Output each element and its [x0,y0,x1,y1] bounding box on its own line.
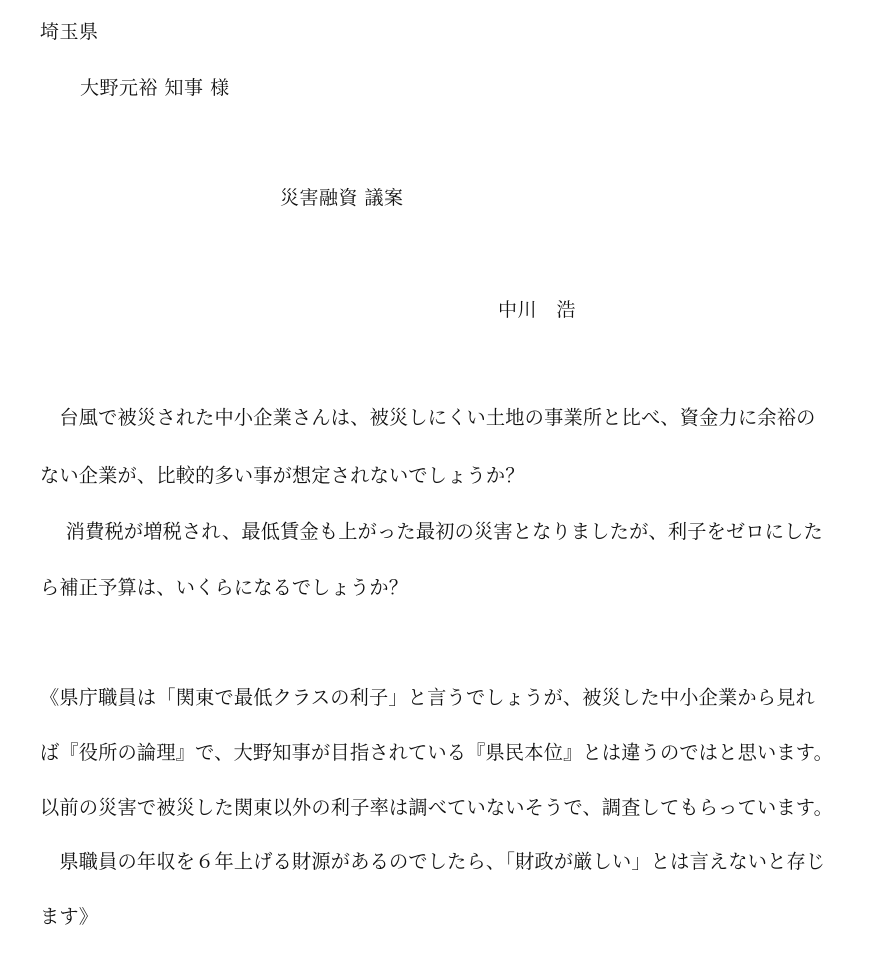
body-line: 台風で被災された中小企業さんは、被災しにくい土地の事業所と比べ、資金力に余裕の [40,406,816,429]
author-name: 中川 浩 [498,299,577,321]
body-line: ら補正予算は、いくらになるでしょうか？ [40,576,409,599]
body-line: 県職員の年収を６年上げる財源があるのでしたら、「財政が厳しい」とは言えないと存じ [40,850,826,873]
body-line: ない企業が、比較的多い事が想定されないでしょうか？ [40,464,525,487]
prefecture-heading: 埼玉県 [40,21,99,43]
addressee-line: 大野元裕 知事 様 [80,77,230,99]
body-line: 《県庁職員は「関東で最低クラスの利子」と言うでしょうが、被災した中小企業から見れ [40,686,815,709]
body-line: 以前の災害で被災した関東以外の利子率は調べていないそうで、調査してもらっています。 [40,796,833,819]
body-line: ます》 [40,905,99,928]
body-line: 消費税が増税され、最低賃金も上がった最初の災害となりましたが、利子をゼロにした [40,520,823,543]
document-title: 災害融資 議案 [280,187,404,209]
body-line: ば『役所の論理』で、大野知事が目指されている『県民本位』とは違うのではと思います。 [40,741,833,764]
